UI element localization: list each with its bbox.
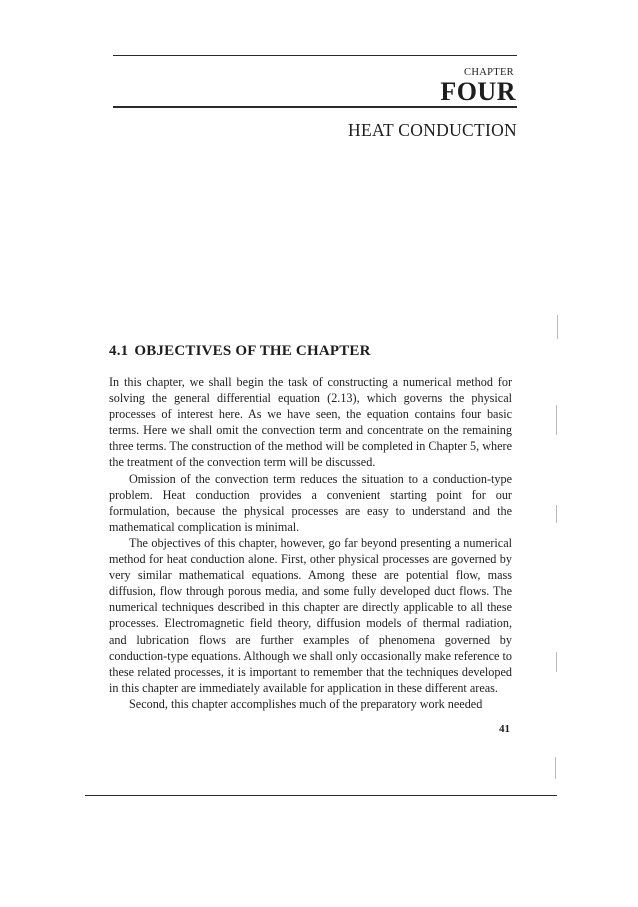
scan-mark bbox=[555, 757, 556, 779]
scan-mark bbox=[557, 315, 558, 339]
header-rule bbox=[113, 106, 517, 108]
paragraph: The objectives of this chapter, however, go far beyond presenting a numerical method for heat conduction alone. First, other physical processes are governed by very similar mathematical equations. Among these are potential flow, mass diffusion, flow through porous media, and some fully developed duct flows. The numerical techniques described in this chapter are directly applicable to all these processes. Electromagnetic field theory, diffusion models of thermal radiation, and lubrication flows are further examples of phenomena governed by conduction-type equations. Although we shall only occasionally make reference to these related processes, it is important to remember that the techniques developed in this chapter are immediately available for application in these different areas. bbox=[109, 535, 512, 695]
section-title: OBJECTIVES OF THE CHAPTER bbox=[134, 343, 371, 359]
page-number: 41 bbox=[499, 723, 510, 735]
top-rule bbox=[113, 55, 517, 56]
section-heading bbox=[109, 343, 371, 360]
chapter-number: FOUR bbox=[440, 77, 516, 106]
body-text bbox=[109, 374, 512, 712]
paragraph: Second, this chapter accomplishes much of the preparatory work needed bbox=[129, 696, 483, 711]
scan-mark bbox=[556, 652, 557, 672]
paragraph: Omission of the convection term reduces the situation to a conduction-type problem. Heat conduction provides a convenient starting point for our formulation, because the physical processes are easy to understand and the mathematical complication is minimal. bbox=[109, 471, 512, 534]
paragraph: In this chapter, we shall begin the task of constructing a numerical method for solving the general differential equation (2.13), which governs the physical processes of interest here. As we have seen, the equation contains four basic terms. Here we shall omit the convection term and concentrate on the remaining three terms. The construction of the method will be completed in Chapter 5, where the treatment of the convection term will be discussed. bbox=[109, 375, 512, 470]
chapter-label: CHAPTER bbox=[464, 67, 514, 78]
chapter-title: HEAT CONDUCTION bbox=[348, 120, 517, 140]
bottom-rule bbox=[85, 795, 557, 796]
section-number: 4.1 bbox=[109, 343, 129, 359]
scan-mark bbox=[556, 405, 557, 435]
scan-mark bbox=[556, 505, 557, 523]
